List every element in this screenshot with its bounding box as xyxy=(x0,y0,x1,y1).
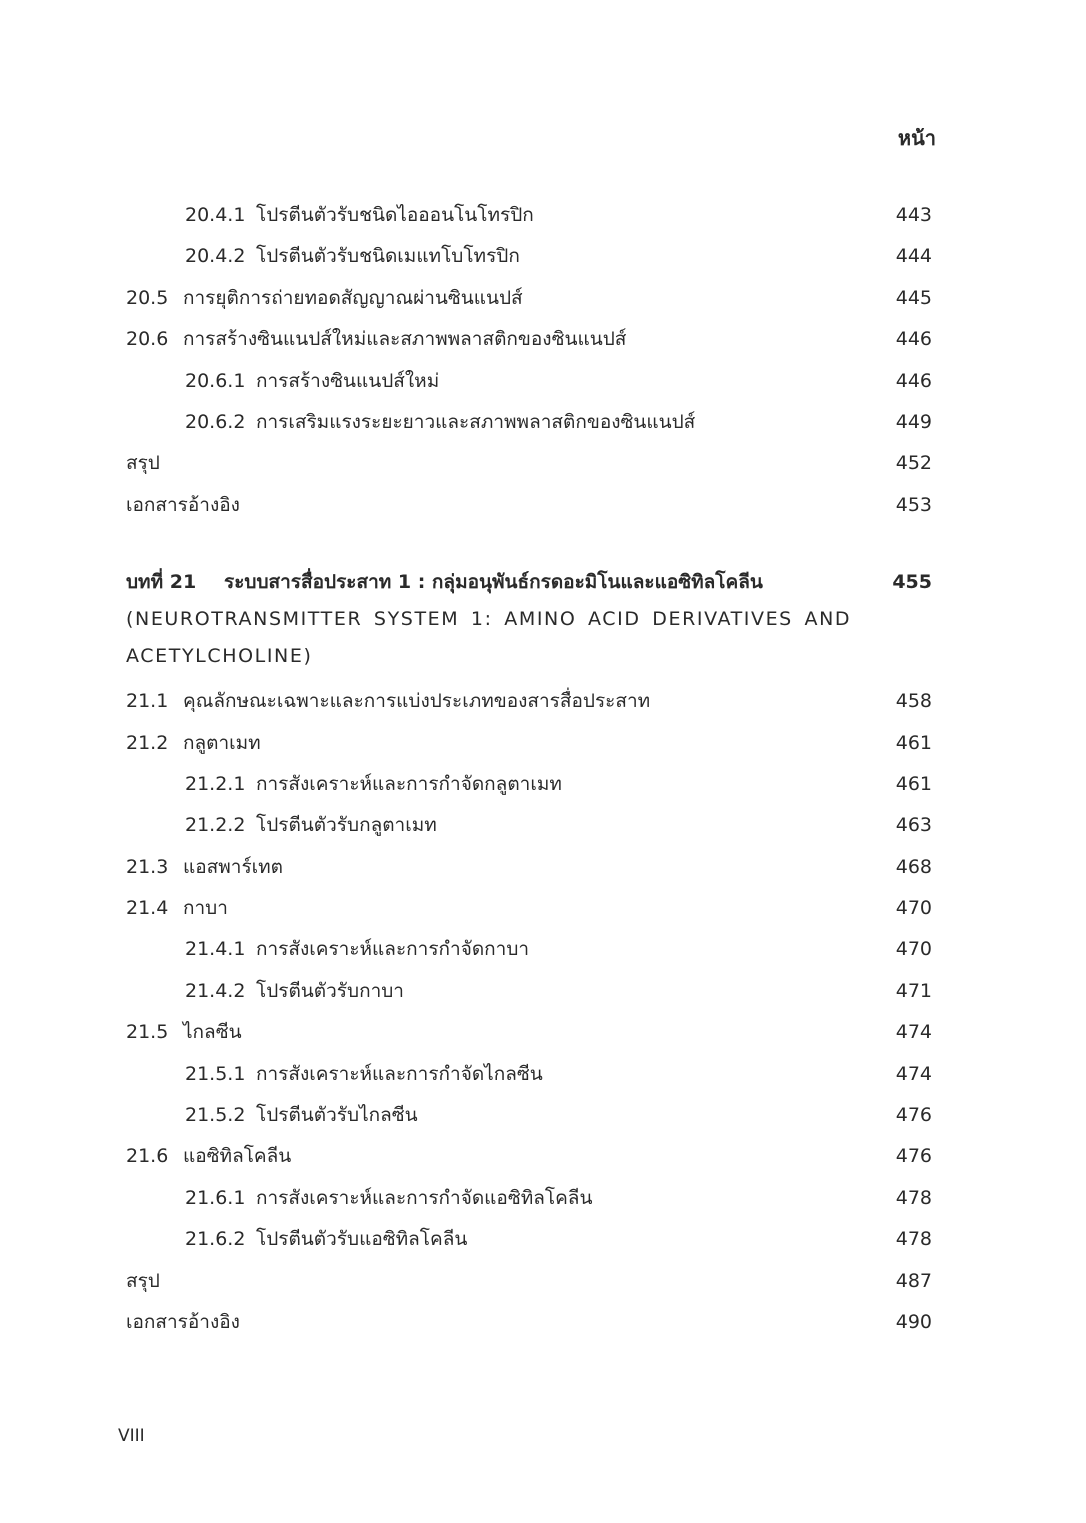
toc-entry[interactable] xyxy=(126,723,932,764)
table-of-contents xyxy=(126,195,932,1343)
toc-entry-title: โปรตีนตัวรับชนิดไอออนโนโทรปิก xyxy=(256,204,534,226)
toc-entry-title: การสังเคราะห์และการกำจัดไกลซีน xyxy=(256,1062,543,1085)
toc-section-chapter-20 xyxy=(126,195,932,526)
toc-entry[interactable] xyxy=(126,485,932,526)
toc-entry-page-number: 474 xyxy=(895,1021,932,1044)
toc-entry[interactable] xyxy=(126,888,932,929)
toc-entry-number: 21.6.2 xyxy=(185,1228,246,1251)
toc-entry-page-number: 453 xyxy=(895,493,932,516)
toc-entry-title: การสร้างซินแนปส์ใหม่ xyxy=(256,369,440,392)
toc-entry-number: 20.5 xyxy=(126,286,169,309)
footer-page-number: VIII xyxy=(118,1426,145,1446)
toc-entry-title: ไกลซีน xyxy=(183,1021,242,1044)
toc-entry[interactable] xyxy=(126,1136,932,1177)
toc-entry[interactable] xyxy=(126,764,932,805)
toc-entry-page-number: 449 xyxy=(895,410,932,433)
toc-entry-page-number: 470 xyxy=(895,897,932,920)
toc-entry-title: การเสริมแรงระยะยาวและสภาพพลาสติกของซินแนปส์ xyxy=(256,410,696,433)
toc-entry-title: เอกสารอ้างอิง xyxy=(126,1310,240,1333)
toc-entry-number: 21.4 xyxy=(126,897,169,920)
toc-entry-page-number: 443 xyxy=(895,204,932,226)
chapter-english-title-line-2: ACETYLCHOLINE) xyxy=(126,645,313,668)
toc-entry[interactable] xyxy=(126,278,932,319)
toc-entry-page-number: 444 xyxy=(895,245,932,268)
toc-entry-number: 20.4.2 xyxy=(185,245,246,268)
toc-entry-title: เอกสารอ้างอิง xyxy=(126,493,240,516)
toc-entry-title: การสร้างซินแนปส์ใหม่และสภาพพลาสติกของซินแนปส์ xyxy=(183,328,627,351)
toc-entry-page-number: 461 xyxy=(895,731,932,754)
toc-entry[interactable] xyxy=(126,1095,932,1136)
toc-entry-title: กาบา xyxy=(183,897,228,920)
toc-entry[interactable] xyxy=(126,1219,932,1260)
toc-entry-page-number: 461 xyxy=(895,772,932,795)
toc-entry-title: แอสพาร์เทต xyxy=(183,855,284,878)
toc-entry-number: 20.6 xyxy=(126,328,169,351)
toc-entry-number: 21.2.1 xyxy=(185,772,246,795)
toc-entry-number: 21.5.1 xyxy=(185,1062,246,1085)
toc-entry[interactable] xyxy=(126,681,932,722)
toc-entry[interactable] xyxy=(126,402,932,443)
toc-entry[interactable] xyxy=(126,319,932,360)
toc-entry-page-number: 487 xyxy=(895,1269,932,1292)
toc-entry-page-number: 458 xyxy=(895,690,932,713)
toc-entry-number: 20.6.2 xyxy=(185,410,246,433)
toc-entry-page-number: 490 xyxy=(895,1310,932,1333)
toc-entry-page-number: 478 xyxy=(895,1228,932,1251)
toc-entry-number: 21.6 xyxy=(126,1145,169,1168)
toc-entry-page-number: 471 xyxy=(895,979,932,1002)
toc-entry[interactable] xyxy=(126,847,932,888)
chapter-number: บทที่ 21 xyxy=(126,571,197,594)
toc-entry-page-number: 446 xyxy=(895,369,932,392)
toc-entry-number: 21.2.2 xyxy=(185,814,246,837)
chapter-heading[interactable] xyxy=(126,564,932,675)
toc-entry-page-number: 478 xyxy=(895,1186,932,1209)
toc-entry-number: 20.4.1 xyxy=(185,204,246,226)
toc-entry-page-number: 452 xyxy=(895,452,932,475)
toc-entry-page-number: 470 xyxy=(895,938,932,961)
toc-entry-title: โปรตีนตัวรับกาบา xyxy=(256,979,404,1002)
toc-entry-number: 21.5.2 xyxy=(185,1104,246,1127)
toc-entry[interactable] xyxy=(126,929,932,970)
toc-entry[interactable] xyxy=(126,361,932,402)
toc-entry[interactable] xyxy=(126,1178,932,1219)
toc-entry-page-number: 474 xyxy=(895,1062,932,1085)
toc-entry-number: 20.6.1 xyxy=(185,369,246,392)
toc-entry-title: โปรตีนตัวรับชนิดเมแทโบโทรปิก xyxy=(256,245,520,268)
toc-entry[interactable] xyxy=(126,1302,932,1343)
toc-entry[interactable] xyxy=(126,236,932,277)
toc-entry-number: 21.4.1 xyxy=(185,938,246,961)
toc-entry-title: สรุป xyxy=(126,1269,160,1292)
toc-entry-title: การยุติการถ่ายทอดสัญญาณผ่านซินแนปส์ xyxy=(183,286,523,309)
chapter-english-title-line-1: (NEUROTRANSMITTER SYSTEM 1: AMINO ACID DERIVATIVES AND xyxy=(126,608,852,631)
toc-entry-title: การสังเคราะห์และการกำจัดแอซิทิลโคลีน xyxy=(256,1186,593,1209)
toc-entry-title: คุณลักษณะเฉพาะและการแบ่งประเภทของสารสื่อประสาท xyxy=(183,690,651,713)
toc-entry[interactable] xyxy=(126,195,932,236)
toc-entry-page-number: 463 xyxy=(895,814,932,837)
toc-entry-number: 21.5 xyxy=(126,1021,169,1044)
toc-entry-title: โปรตีนตัวรับแอซิทิลโคลีน xyxy=(256,1228,468,1251)
toc-entry-page-number: 476 xyxy=(895,1104,932,1127)
toc-entry-number: 21.2 xyxy=(126,731,169,754)
page-column-label: หน้า xyxy=(897,126,936,150)
toc-section-chapter-21 xyxy=(126,681,932,1343)
toc-entry-page-number: 446 xyxy=(895,328,932,351)
chapter-title: ระบบสารสื่อประสาท 1 : กลุ่มอนุพันธ์กรดอะมิโนและแอซิทิลโคลีน xyxy=(224,571,763,594)
chapter-page-number: 455 xyxy=(892,571,932,594)
toc-entry[interactable] xyxy=(126,805,932,846)
section-gap xyxy=(126,526,932,564)
toc-entry-title: โปรตีนตัวรับกลูตาเมท xyxy=(256,814,437,837)
toc-entry-title: การสังเคราะห์และการกำจัดกลูตาเมท xyxy=(256,772,562,795)
toc-entry-title: กลูตาเมท xyxy=(183,731,261,754)
toc-entry-title: โปรตีนตัวรับไกลซีน xyxy=(256,1104,418,1127)
toc-entry[interactable] xyxy=(126,1054,932,1095)
toc-entry-number: 21.3 xyxy=(126,855,169,878)
toc-entry[interactable] xyxy=(126,443,932,484)
toc-entry[interactable] xyxy=(126,1261,932,1302)
toc-entry-title: การสังเคราะห์และการกำจัดกาบา xyxy=(256,938,530,961)
toc-entry[interactable] xyxy=(126,1012,932,1053)
toc-entry-page-number: 476 xyxy=(895,1145,932,1168)
toc-entry-number: 21.6.1 xyxy=(185,1186,246,1209)
toc-entry[interactable] xyxy=(126,971,932,1012)
toc-entry-number: 21.1 xyxy=(126,690,169,713)
toc-entry-title: สรุป xyxy=(126,452,160,475)
toc-entry-page-number: 468 xyxy=(895,855,932,878)
toc-entry-number: 21.4.2 xyxy=(185,979,246,1002)
toc-entry-page-number: 445 xyxy=(895,286,932,309)
toc-entry-title: แอซิทิลโคลีน xyxy=(183,1145,292,1168)
